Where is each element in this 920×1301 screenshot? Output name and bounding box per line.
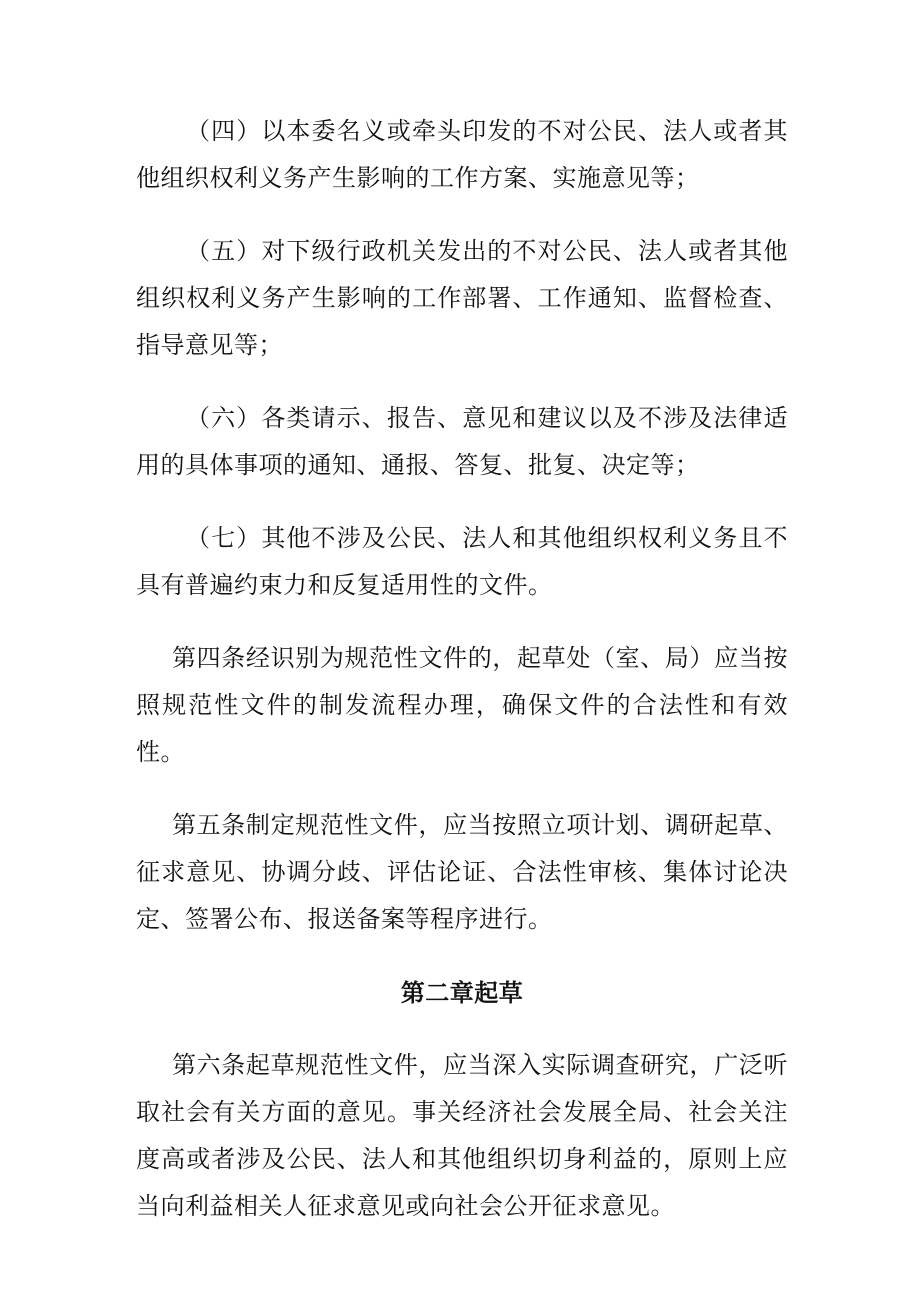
paragraph-article-5: 第五条制定规范性文件，应当按照立项计划、调研起草、征求意见、协调分歧、评估论证、合法性审核、集体讨论决定、签署公布、报送备案等程序进行。 [136,811,788,933]
document-body [136,108,788,1230]
paragraph-article-4: 第四条经识别为规范性文件的，起草处（室、局）应当按照规范性文件的制发流程办理，确保文件的合法性和有效性。 [136,644,788,766]
paragraph-item-6: （六）各类请示、报告、意见和建议以及不涉及法律适用的具体事项的通知、通报、答复、批复、决定等； [136,404,788,479]
paragraph-item-7: （七）其他不涉及公民、法人和其他组织权利义务且不具有普遍约束力和反复适用性的文件。 [136,524,788,599]
paragraph-article-6: 第六条起草规范性文件，应当深入实际调查研究，广泛听取社会有关方面的意见。事关经济社会发展全局、社会关注度高或者涉及公民、法人和其他组织切身利益的，原则上应当向利益相关人征求意见或向社会公开征求意见。 [136,1051,788,1220]
paragraph-item-4: （四）以本委名义或牵头印发的不对公民、法人或者其他组织权利义务产生影响的工作方案、实施意见等； [136,117,788,192]
chapter-heading: 第二章起草 [400,978,524,1007]
paragraph-item-5: （五）对下级行政机关发出的不对公民、法人或者其他组织权利义务产生影响的工作部署、工作通知、监督检查、指导意见等； [136,237,788,359]
